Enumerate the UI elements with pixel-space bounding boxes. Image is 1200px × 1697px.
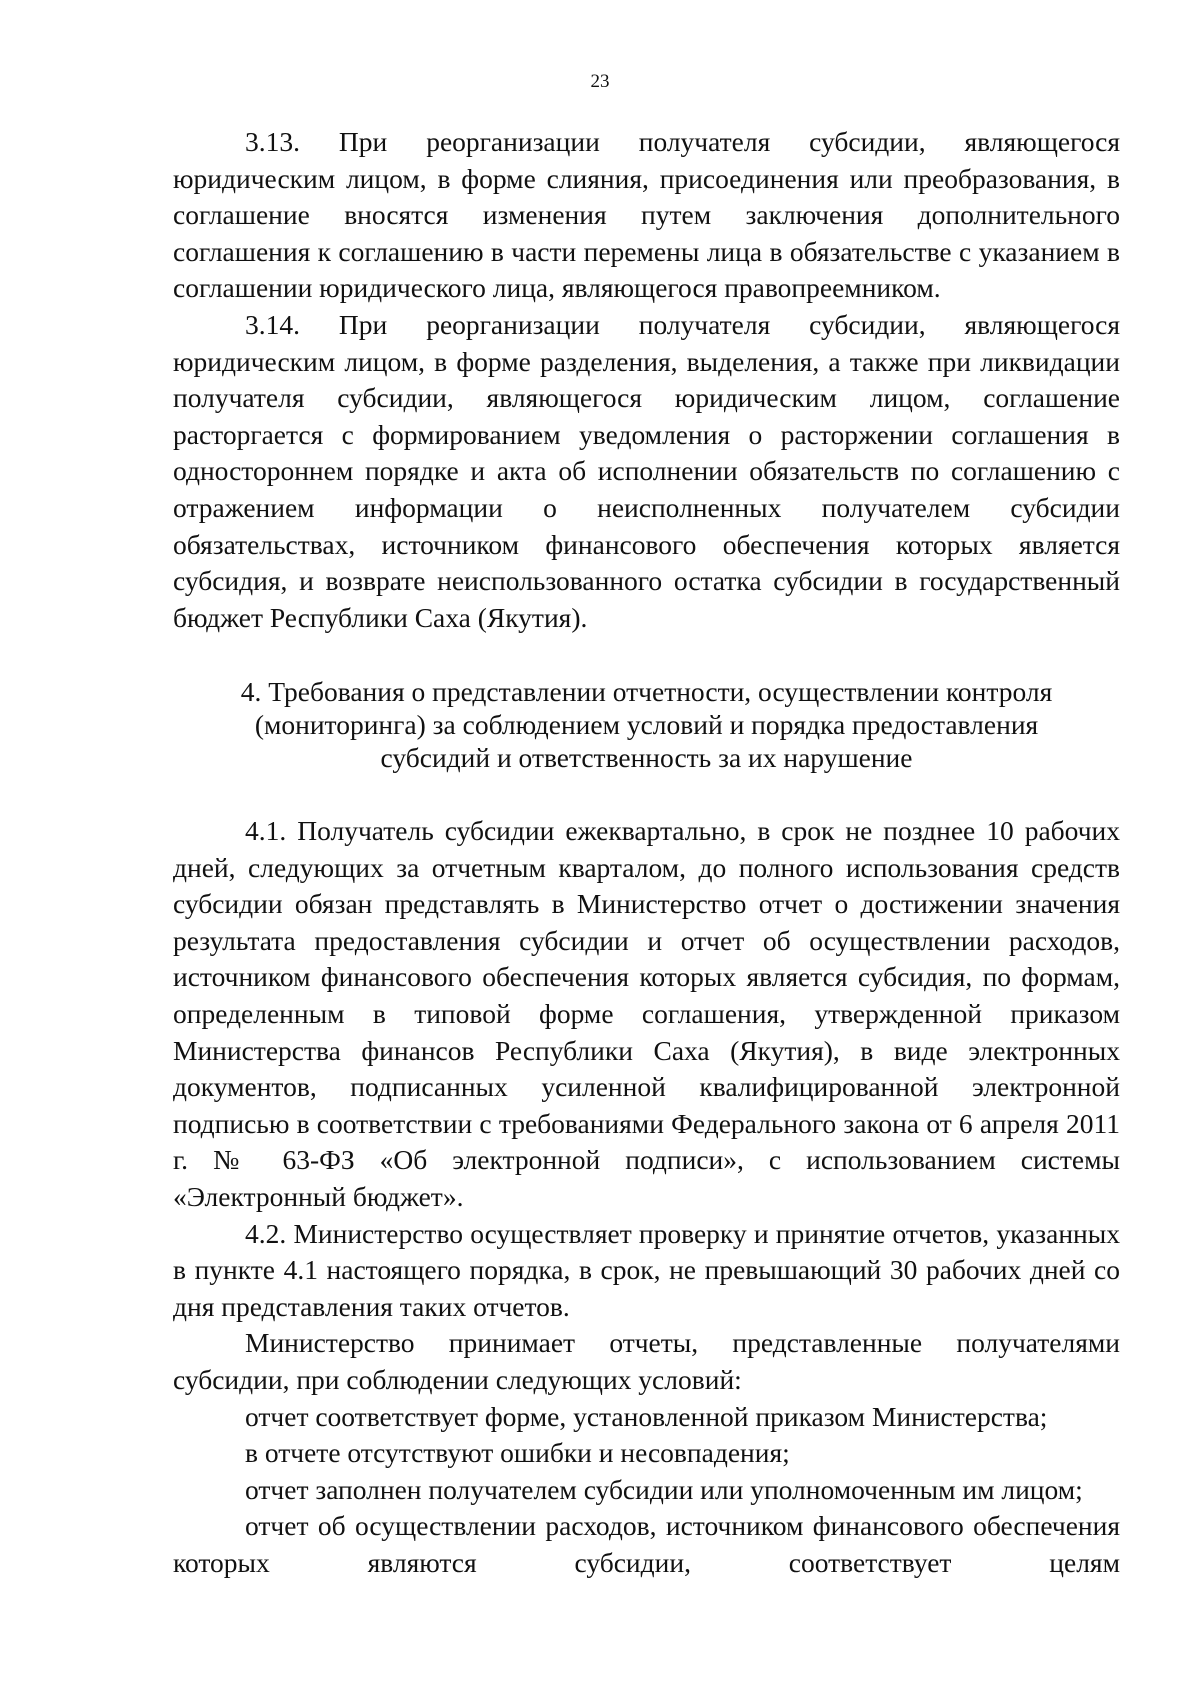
paragraph-3-13: 3.13. При реорганизации получателя субсидии, являющегося юридическим лицом, в форме слияния, присоединения или преобразования, в соглашение вносятся изменения путем заключения дополнительного соглашения к соглашению в части перемены лица в обязательстве с указанием в соглашении юридического лица, являющегося правопреемником. xyxy=(173,126,1120,304)
paragraph-4-2: 4.2. Министерство осуществляет проверку и принятие отчетов, указанных в пункте 4.1 настоящего порядка, в срок, не превышающий 30 рабочих дней со дня представления таких отчетов. xyxy=(173,1217,1120,1322)
section-heading-line-2: (мониторинга) за соблюдением условий и порядка предоставления xyxy=(254,708,1039,740)
document-body xyxy=(173,124,1120,1582)
paragraph-acceptance-conditions: Министерство принимает отчеты, представленные получателями субсидии, при соблюдении следующих условий: xyxy=(173,1327,1120,1395)
condition-item-errors: в отчете отсутствуют ошибки и несовпадения; xyxy=(245,1437,790,1469)
section-4-heading xyxy=(173,676,1120,774)
section-heading-line-1: 4. Требования о представлении отчетности, осуществлении контроля xyxy=(240,676,1053,708)
paragraph-3-14: 3.14. При реорганизации получателя субсидии, являющегося юридическим лицом, в форме разделения, выделения, а также при ликвидации получателя субсидии, являющегося юридическим лицом, соглашение расторгается с формированием уведомления о расторжении соглашения в одностороннем порядке и акта об исполнении обязательств по соглашению с отражением информации о неисполненных получателем субсидии обязательствах, источником финансового обеспечения которых является субсидия, и возврате неиспользованного остатка субсидии в государственный бюджет Республики Саха (Якутия). xyxy=(173,308,1120,633)
condition-item-filled-by: отчет заполнен получателем субсидии или уполномоченным им лицом; xyxy=(245,1473,1083,1505)
page-number: 23 xyxy=(590,71,610,92)
paragraph-4-1: 4.1. Получатель субсидии ежеквартально, в срок не позднее 10 рабочих дней, следующих за отчетным кварталом, до полного использования средств субсидии обязан представлять в Министерство отчет о достижении значения результата предоставления субсидии и отчет об осуществлении расходов, источником финансового обеспечения которых является субсидия, по формам, определенным в типовой форме соглашения, утвержденной приказом Министерства финансов Республики Саха (Якутия), в виде электронных документов, подписанных усиленной квалифицированной электронной подписью в соответствии с требованиями Федерального закона от 6 апреля 2011 г. № 63-ФЗ «Об электронной подписи», с использованием системы «Электронный бюджет». xyxy=(173,815,1120,1213)
condition-item-form: отчет соответствует форме, установленной приказом Министерства; xyxy=(245,1400,1048,1432)
section-heading-line-3: субсидий и ответственность за их нарушение xyxy=(380,741,913,773)
condition-item-expenses: отчет об осуществлении расходов, источником финансового обеспечения которых являются субсидии, соответствует целям xyxy=(173,1510,1120,1578)
